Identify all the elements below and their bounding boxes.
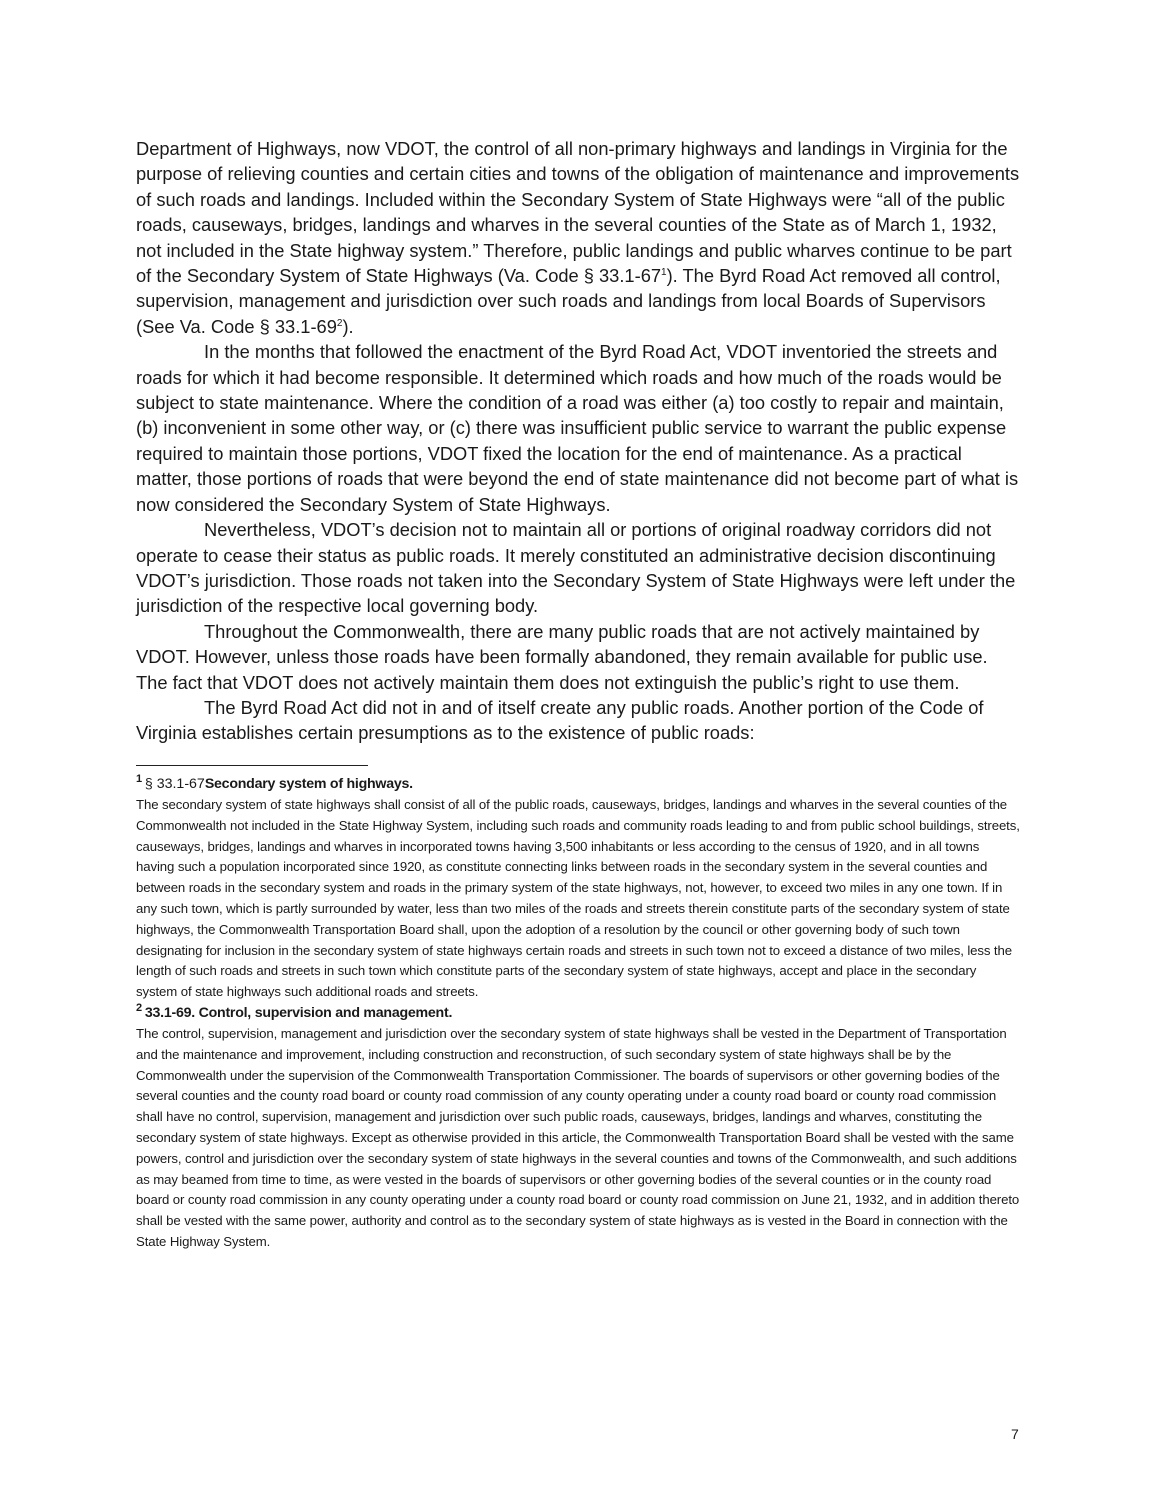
footnote-2-heading [136, 1003, 1020, 1024]
footnote-1-title: Secondary system of highways. [204, 776, 413, 792]
footnotes [136, 774, 1020, 1253]
paragraph-2: In the months that followed the enactment of the Byrd Road Act, VDOT inventoried the streets and roads for which it had become responsible. It determined which roads and how much of the roads would be subject to state maintenance. Where the condition of a road was either (a) too costly to repair and maintain, (b) inconvenient in some other way, or (c) there was insufficient public service to warrant the public expense required to maintain those portions, VDOT fixed the location for the end of maintenance. As a practical matter, those portions of roads that were beyond the end of state maintenance did not become part of what is now considered the Secondary System of State Highways. [136, 341, 1019, 515]
paragraph-1 [136, 136, 1020, 339]
footnote-separator [136, 765, 368, 766]
footnote-ref-1[interactable]: 1 [661, 266, 667, 278]
page-number: 7 [1011, 1426, 1019, 1442]
footnote-1-text: The secondary system of state highways shall consist of all of the public roads, causeways, bridges, landings and wharves in the several counties of the Commonwealth not included in the State Highway System, including such roads and community roads leading to and from public school buildings, streets, causeways, bridges, landings and wharves in incorporated towns having 3,500 inhabitants or less according to the census of 1920, and in all towns having such a population incorporated since 1920, as constitute connecting links between roads in the secondary system in the several counties and between roads in the secondary system and roads in the primary system of the state highways, not, however, to exceed two miles in any one town. If in any such town, which is partly surrounded by water, less than two miles of the roads and streets therein constitute parts of the secondary system of state highways, the Commonwealth Transportation Board shall, upon the adoption of a resolution by the council or other governing body of such town designating for inclusion in the secondary system of state highways certain roads and streets in such town not to exceed a distance of two miles, less the length of such roads and streets in such town which constitute parts of the secondary system of state highways, accept and place in the secondary system of state highways such additional roads and streets. [136, 797, 1020, 1000]
paragraph-1-start: Department of Highways, now VDOT, the control of all non-primary highways and landings in Virginia for the purpose of relieving counties and certain cities and towns of the obligation of maintenance and improvements of such roads and landings. Included within the Secondary System of State Highways were “all of the public roads, causeways, bridges, landings and wharves in the several counties of the State as of March 1, 1932, not included in the State highway system.” Therefore, public landings and public wharves continue to be part of the Secondary System of State Highways (Va. Code § 33.1-67 [136, 138, 1020, 287]
footnote-2-title: 33.1-69. Control, supervision and management. [144, 1004, 453, 1021]
body-text [136, 136, 1020, 746]
footnote-2-mark: 2 [136, 1002, 142, 1015]
footnote-1-heading [136, 774, 1020, 795]
paragraph-1-end: ). [342, 315, 354, 337]
paragraph-5: The Byrd Road Act did not in and of itself create any public roads. Another portion of the Code of Virginia establishes certain presumptions as to the existence of public roads: [136, 696, 984, 744]
footnote-1-section: § 33.1-67 [144, 776, 205, 792]
footnote-ref-2[interactable]: 2 [336, 317, 343, 329]
footnote-2-text: The control, supervision, management and jurisdiction over the secondary system of state highways shall be vested in the Department of Transportation and the maintenance and improvement, including construction and reconstruction, of such secondary system of state highways shall be by the Commonwealth under the supervision of the Commonwealth Transportation Commissioner. The boards of supervisors or other governing bodies of the several counties and the county road board or county road commission of any county operating under a county road board or county road commission shall have no control, supervision, management and jurisdiction over such public roads, causeways, bridges, landings and wharves, constituting the secondary system of state highways. Except as otherwise provided in this article, the Commonwealth Transportation Board shall be vested with the same powers, control and jurisdiction over the secondary system of state highways in the several counties and towns of the Commonwealth, and such additions as may beamed from time to time, as were vested in the boards of supervisors or other governing bodies of the several counties or in the county road board or county road commission in any county operating under a county road board or county road commission on June 21, 1932, and in addition thereto shall be vested with the same power, authority and control as to the secondary system of state highways as is vested in the Board in connection with the State Highway System. [136, 1025, 1020, 1249]
paragraph-1-middle: ). The Byrd Road Act removed all control, supervision, management and jurisdiction over such roads and landings from local Boards of Supervisors (See Va. Code § 33.1-69 [136, 265, 1001, 337]
footnote-1-mark: 1 [136, 773, 142, 786]
paragraph-4: Throughout the Commonwealth, there are many public roads that are not actively maintained by VDOT. However, unless those roads have been formally abandoned, they remain available for public use. The fact that VDOT does not actively maintain them does not extinguish the public’s right to use them. [136, 620, 988, 693]
paragraph-3: Nevertheless, VDOT’s decision not to maintain all or portions of original roadway corridors did not operate to cease their status as public roads. It merely constituted an administrative decision discontinuing VDOT’s jurisdiction. Those roads not taken into the Secondary System of State Highways were left under the jurisdiction of the respective local governing body. [136, 519, 1016, 617]
